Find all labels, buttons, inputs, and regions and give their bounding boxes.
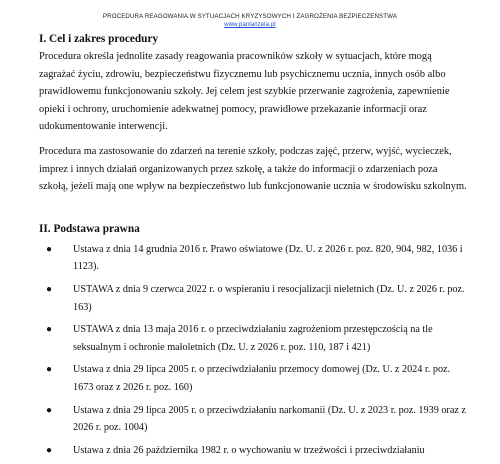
list-item-text: Ustawa z dnia 14 grudnia 2016 r. Prawo oświatowe (Dz. U. z 2026 r. poz. 820, 904, 982, 1036 i 1123). xyxy=(73,243,463,273)
list-item-text: USTAWA z dnia 13 maja 2016 r. o przeciwdziałaniu zagrożeniom przestępczością na tle seksualnym i ochronie małoletnich (Dz. U. z 2026 r. poz. 110, 187 i 421) xyxy=(73,324,433,353)
list-item xyxy=(39,321,469,356)
bullet-icon: ● xyxy=(46,364,53,376)
list-item xyxy=(39,361,469,396)
list-item-text: USTAWA z dnia 9 czerwca 2022 r. o wspieraniu i resocjalizacji nieletnich (Dz. U. z 2026 r. poz. 163) xyxy=(73,283,465,313)
section-1-paragraph-2: Procedura ma zastosowanie do zdarzeń na terenie szkoły, podczas zajęć, przerw, wyjść, wycieczek, imprez i innych działań organizowanych przez szkołę, a także do informacji o zdarzeniach poza szkołą, jeżeli mają one wpływ na bezpieczeństwo lub funkcjonowanie ucznia w środowisku szkolnym. xyxy=(39,145,467,193)
bullet-icon: ● xyxy=(46,283,53,295)
bullet-icon: ● xyxy=(46,243,53,255)
list-item xyxy=(39,442,469,460)
bullet-icon: ● xyxy=(46,404,53,416)
section-1-paragraph-1: Procedura określa jednolite zasady reagowania pracowników szkoły w sytuacjach, które mogą zagrażać życiu, zdrowiu, bezpieczeństwu fizycznemu lub psychicznemu ucznia, innych osób albo prawidłowemu funkcjonowaniu szkoły. Jej celem jest szybkie przerwanie zagrożenia, zapewnienie opieki i ochrony, uruchomienie adekwatnej pomocy, prawidłowe przekazanie informacji oraz udokumentowanie interwencji. xyxy=(39,51,450,133)
list-item-text: Ustawa z dnia 26 października 1982 r. o wychowaniu w trzeźwości i przeciwdziałaniu xyxy=(73,444,425,456)
bullet-icon: ● xyxy=(46,324,53,336)
section-1-heading: I. Cel i zakres procedury xyxy=(39,33,159,45)
list-item xyxy=(39,402,469,437)
list-item-text: Ustawa z dnia 29 lipca 2005 r. o przeciwdziałaniu narkomanii (Dz. U. z 2023 r. poz. 1939 oraz z 2026 r. poz. 1004) xyxy=(73,404,466,434)
header-link[interactable]: www.panlanzela.pl xyxy=(224,22,276,28)
document-body xyxy=(39,32,469,464)
header-title: PROCEDURA REAGOWANIA W SYTUACJACH KRYZYSOWYCH I ZAGROŻENIA BEZPIECZEŃSTWA xyxy=(102,13,398,20)
page-header xyxy=(0,0,500,29)
legal-basis-list xyxy=(39,241,469,460)
list-item-text: Ustawa z dnia 29 lipca 2005 r. o przeciwdziałaniu przemocy domowej (Dz. U. z 2024 r. poz. 1673 oraz z 2026 r. poz. 160) xyxy=(73,364,451,393)
list-item xyxy=(39,281,469,316)
list-item xyxy=(39,241,469,276)
bullet-icon: ● xyxy=(46,444,53,456)
section-2-heading: II. Podstawa prawna xyxy=(39,222,140,235)
